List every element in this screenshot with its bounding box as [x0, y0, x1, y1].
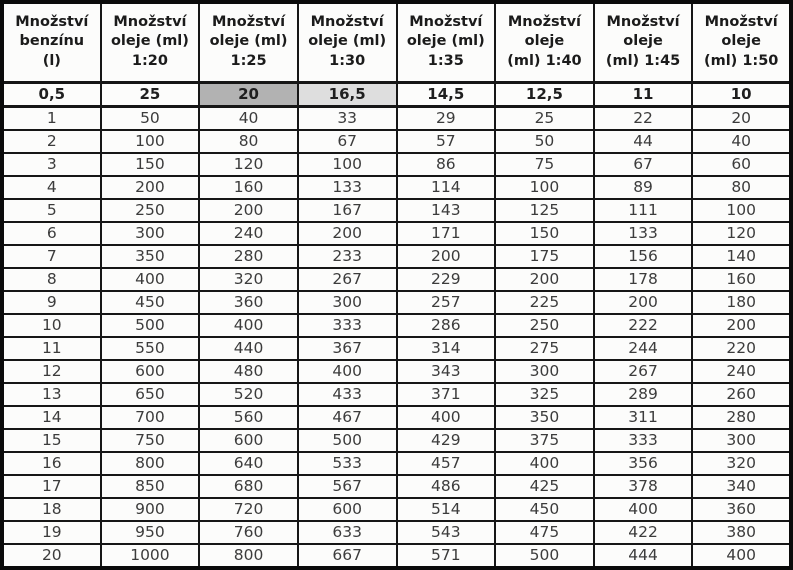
cell: 114 — [397, 176, 496, 199]
cell: 14 — [2, 406, 101, 429]
cell: 180 — [692, 291, 791, 314]
cell: 11 — [594, 82, 693, 106]
table-row — [2, 245, 791, 268]
cell: 600 — [298, 498, 397, 521]
cell: 200 — [495, 268, 594, 291]
table-row — [2, 268, 791, 291]
cell: 475 — [495, 521, 594, 544]
cell: 80 — [199, 130, 298, 153]
cell: 267 — [298, 268, 397, 291]
cell: 225 — [495, 291, 594, 314]
cell: 244 — [594, 337, 693, 360]
cell: 100 — [692, 199, 791, 222]
cell: 371 — [397, 383, 496, 406]
cell: 25 — [101, 82, 200, 106]
cell: 560 — [199, 406, 298, 429]
cell: 567 — [298, 475, 397, 498]
cell: 300 — [495, 360, 594, 383]
cell: 160 — [692, 268, 791, 291]
cell: 440 — [199, 337, 298, 360]
cell: 7 — [2, 245, 101, 268]
cell: 400 — [692, 544, 791, 568]
table-row — [2, 291, 791, 314]
cell: 300 — [298, 291, 397, 314]
cell: 467 — [298, 406, 397, 429]
cell: 86 — [397, 153, 496, 176]
cell: 750 — [101, 429, 200, 452]
cell: 6 — [2, 222, 101, 245]
cell: 600 — [101, 360, 200, 383]
cell: 343 — [397, 360, 496, 383]
table-row — [2, 176, 791, 199]
cell: 13 — [2, 383, 101, 406]
cell: 80 — [692, 176, 791, 199]
table-row — [2, 153, 791, 176]
cell: 700 — [101, 406, 200, 429]
cell: 220 — [692, 337, 791, 360]
table-row — [2, 314, 791, 337]
cell: 500 — [101, 314, 200, 337]
column-header-line: oleje (ml) — [209, 33, 288, 50]
cell: 200 — [692, 314, 791, 337]
cell: 1000 — [101, 544, 200, 568]
cell: 40 — [692, 130, 791, 153]
cell: 20 — [199, 82, 298, 106]
cell: 125 — [495, 199, 594, 222]
cell: 10 — [692, 82, 791, 106]
cell: 4 — [2, 176, 101, 199]
cell: 333 — [298, 314, 397, 337]
column-header-line: 1:35 — [427, 53, 464, 70]
column-header-line: Množství — [211, 13, 286, 30]
cell: 550 — [101, 337, 200, 360]
cell: 400 — [594, 498, 693, 521]
cell: 300 — [692, 429, 791, 452]
cell: 450 — [101, 291, 200, 314]
cell: 375 — [495, 429, 594, 452]
table-row — [2, 199, 791, 222]
table-row — [2, 429, 791, 452]
cell: 680 — [199, 475, 298, 498]
cell: 900 — [101, 498, 200, 521]
cell: 422 — [594, 521, 693, 544]
cell: 257 — [397, 291, 496, 314]
cell: 60 — [692, 153, 791, 176]
column-header-line: Množství — [507, 13, 581, 30]
column-header-line: Množství — [310, 13, 384, 30]
cell: 280 — [692, 406, 791, 429]
cell: 450 — [495, 498, 594, 521]
table-row — [2, 106, 791, 130]
cell: 0,5 — [2, 82, 101, 106]
cell: 67 — [298, 130, 397, 153]
column-header-line: (ml) 1:45 — [605, 53, 681, 70]
cell: 514 — [397, 498, 496, 521]
column-header-line: oleje — [623, 33, 663, 50]
cell: 16,5 — [298, 82, 397, 106]
cell: 22 — [594, 106, 693, 130]
column-header-line: Množství — [15, 13, 89, 30]
cell: 400 — [199, 314, 298, 337]
cell: 444 — [594, 544, 693, 568]
table-row — [2, 383, 791, 406]
cell: 533 — [298, 452, 397, 475]
column-header-line: oleje (ml) — [110, 33, 189, 50]
cell: 400 — [495, 452, 594, 475]
cell: 11 — [2, 337, 101, 360]
cell: 3 — [2, 153, 101, 176]
table-row — [2, 452, 791, 475]
column-header-line: oleje (ml) — [308, 33, 387, 50]
column-header-line: Množství — [113, 13, 187, 30]
column-header-line: 1:25 — [230, 53, 267, 70]
cell: 760 — [199, 521, 298, 544]
cell: 425 — [495, 475, 594, 498]
cell: 433 — [298, 383, 397, 406]
cell: 400 — [298, 360, 397, 383]
table-row — [2, 498, 791, 521]
cell: 325 — [495, 383, 594, 406]
table-row — [2, 544, 791, 568]
cell: 167 — [298, 199, 397, 222]
cell: 650 — [101, 383, 200, 406]
cell: 25 — [495, 106, 594, 130]
cell: 311 — [594, 406, 693, 429]
cell: 2 — [2, 130, 101, 153]
cell: 950 — [101, 521, 200, 544]
cell: 400 — [101, 268, 200, 291]
column-header-line: 1:20 — [131, 53, 168, 70]
cell: 120 — [692, 222, 791, 245]
cell: 133 — [298, 176, 397, 199]
cell: 800 — [199, 544, 298, 568]
cell: 150 — [495, 222, 594, 245]
cell: 57 — [397, 130, 496, 153]
cell: 360 — [692, 498, 791, 521]
cell: 486 — [397, 475, 496, 498]
column-header-line: Množství — [409, 13, 483, 30]
cell: 14,5 — [397, 82, 496, 106]
cell: 240 — [199, 222, 298, 245]
cell: 300 — [101, 222, 200, 245]
cell: 50 — [495, 130, 594, 153]
column-header-line: oleje — [721, 33, 761, 50]
cell: 17 — [2, 475, 101, 498]
column-header-line: Množství — [704, 13, 778, 30]
cell: 40 — [199, 106, 298, 130]
table-row — [2, 337, 791, 360]
cell: 12 — [2, 360, 101, 383]
cell: 120 — [199, 153, 298, 176]
cell: 240 — [692, 360, 791, 383]
cell: 267 — [594, 360, 693, 383]
cell: 350 — [101, 245, 200, 268]
cell: 500 — [495, 544, 594, 568]
cell: 20 — [692, 106, 791, 130]
cell: 100 — [298, 153, 397, 176]
cell: 160 — [199, 176, 298, 199]
cell: 233 — [298, 245, 397, 268]
column-header-line: (ml) 1:40 — [507, 53, 582, 70]
cell: 380 — [692, 521, 791, 544]
cell: 571 — [397, 544, 496, 568]
cell: 480 — [199, 360, 298, 383]
cell: 289 — [594, 383, 693, 406]
column-header-line: (ml) 1:50 — [703, 53, 779, 70]
cell: 378 — [594, 475, 693, 498]
cell: 15 — [2, 429, 101, 452]
cell: 500 — [298, 429, 397, 452]
cell: 89 — [594, 176, 693, 199]
cell: 67 — [594, 153, 693, 176]
cell: 286 — [397, 314, 496, 337]
cell: 640 — [199, 452, 298, 475]
column-header-line: oleje — [524, 33, 565, 50]
cell: 75 — [495, 153, 594, 176]
column-header-line: oleje (ml) — [406, 33, 485, 50]
cell: 140 — [692, 245, 791, 268]
header-row — [2, 2, 791, 82]
table-body — [2, 82, 791, 568]
cell: 50 — [101, 106, 200, 130]
cell: 520 — [199, 383, 298, 406]
cell: 100 — [101, 130, 200, 153]
cell: 250 — [495, 314, 594, 337]
cell: 667 — [298, 544, 397, 568]
cell: 333 — [594, 429, 693, 452]
column-header — [199, 2, 298, 82]
column-header — [2, 2, 101, 82]
cell: 367 — [298, 337, 397, 360]
column-header — [101, 2, 200, 82]
table-row — [2, 360, 791, 383]
cell: 8 — [2, 268, 101, 291]
cell: 543 — [397, 521, 496, 544]
column-header — [692, 2, 791, 82]
cell: 156 — [594, 245, 693, 268]
cell: 133 — [594, 222, 693, 245]
cell: 150 — [101, 153, 200, 176]
table-row — [2, 130, 791, 153]
cell: 19 — [2, 521, 101, 544]
cell: 275 — [495, 337, 594, 360]
cell: 720 — [199, 498, 298, 521]
cell: 200 — [594, 291, 693, 314]
cell: 229 — [397, 268, 496, 291]
cell: 320 — [692, 452, 791, 475]
cell: 33 — [298, 106, 397, 130]
cell: 260 — [692, 383, 791, 406]
column-header-line: Množství — [606, 13, 680, 30]
cell: 178 — [594, 268, 693, 291]
cell: 44 — [594, 130, 693, 153]
cell: 250 — [101, 199, 200, 222]
cell: 320 — [199, 268, 298, 291]
cell: 350 — [495, 406, 594, 429]
column-header-line: 1:30 — [329, 53, 366, 70]
cell: 9 — [2, 291, 101, 314]
cell: 600 — [199, 429, 298, 452]
cell: 400 — [397, 406, 496, 429]
cell: 143 — [397, 199, 496, 222]
column-header-line: (l) — [42, 53, 61, 70]
cell: 111 — [594, 199, 693, 222]
column-header-line: benzínu — [19, 33, 85, 50]
table-row — [2, 82, 791, 106]
cell: 16 — [2, 452, 101, 475]
cell: 280 — [199, 245, 298, 268]
cell: 222 — [594, 314, 693, 337]
table-row — [2, 222, 791, 245]
column-header — [495, 2, 594, 82]
cell: 18 — [2, 498, 101, 521]
column-header — [298, 2, 397, 82]
cell: 200 — [101, 176, 200, 199]
table-header — [2, 2, 791, 82]
column-header — [594, 2, 693, 82]
cell: 171 — [397, 222, 496, 245]
cell: 5 — [2, 199, 101, 222]
cell: 800 — [101, 452, 200, 475]
table-row — [2, 521, 791, 544]
cell: 200 — [298, 222, 397, 245]
column-header — [397, 2, 496, 82]
cell: 29 — [397, 106, 496, 130]
cell: 200 — [397, 245, 496, 268]
cell: 1 — [2, 106, 101, 130]
cell: 314 — [397, 337, 496, 360]
table-row — [2, 475, 791, 498]
cell: 356 — [594, 452, 693, 475]
cell: 175 — [495, 245, 594, 268]
cell: 12,5 — [495, 82, 594, 106]
cell: 457 — [397, 452, 496, 475]
table-row — [2, 406, 791, 429]
cell: 429 — [397, 429, 496, 452]
cell: 10 — [2, 314, 101, 337]
cell: 100 — [495, 176, 594, 199]
cell: 633 — [298, 521, 397, 544]
cell: 340 — [692, 475, 791, 498]
cell: 200 — [199, 199, 298, 222]
cell: 20 — [2, 544, 101, 568]
cell: 360 — [199, 291, 298, 314]
cell: 850 — [101, 475, 200, 498]
